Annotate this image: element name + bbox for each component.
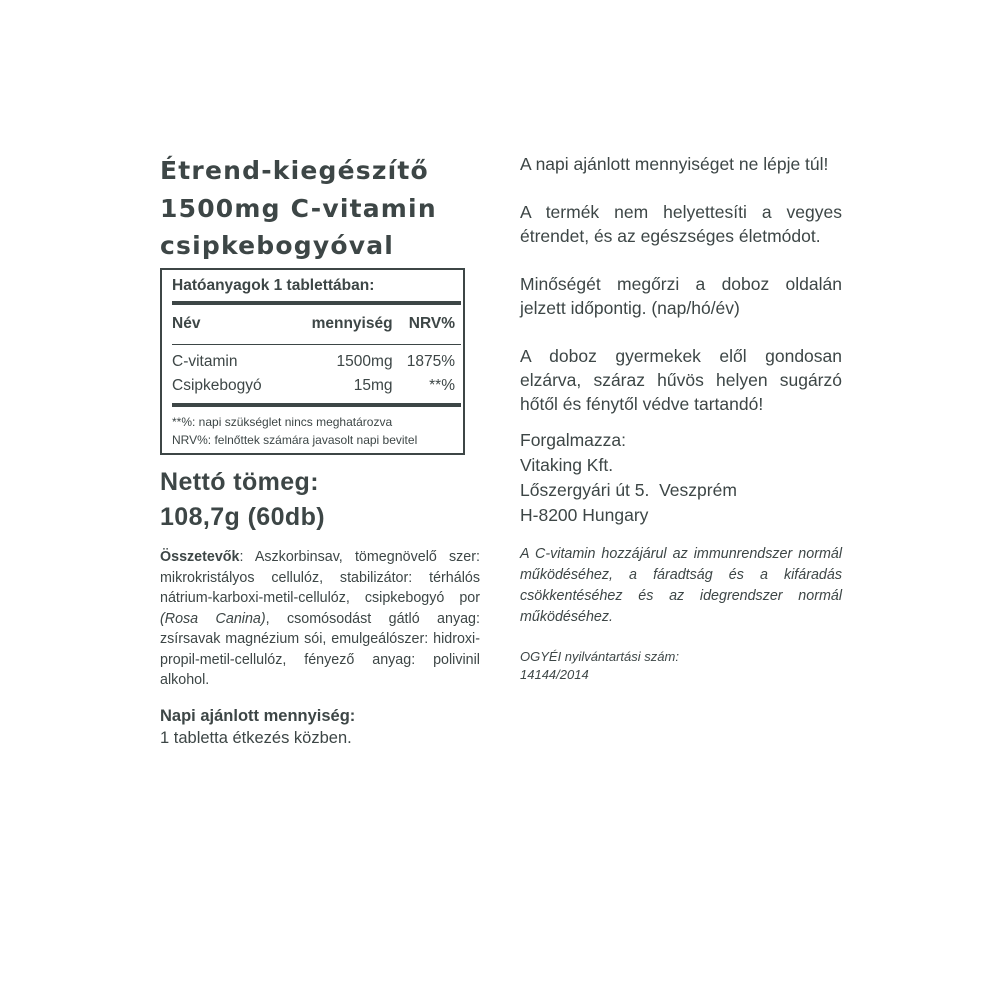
daily-dose-label: Napi ajánlott mennyiség: bbox=[160, 706, 356, 725]
registration-label: OGYÉI nyilvántartási szám: bbox=[520, 649, 679, 664]
registration-number: 14144/2014 bbox=[520, 667, 589, 682]
nutrition-notes bbox=[172, 407, 455, 449]
table-header-row bbox=[172, 305, 455, 344]
registration bbox=[520, 648, 842, 684]
best-before-note: Minőségét megőrzi a doboz oldalán jelzett időpontig. (nap/hó/év) bbox=[520, 274, 842, 318]
right-column bbox=[520, 152, 842, 684]
distributor-block bbox=[520, 428, 842, 528]
note-not-determined: **%: napi szükséglet nincs meghatározva bbox=[172, 415, 393, 429]
nutrition-heading: Hatóanyagok 1 tablettában: bbox=[172, 276, 375, 294]
title-line-2: 1500mg C-vitamin bbox=[160, 193, 437, 223]
title-line-3: csipkebogyóval bbox=[160, 231, 395, 260]
storage-note: A doboz gyermekek elől gondosan elzárva, száraz hűvös helyen sugárzó hőtől és fénytől védve tartandó! bbox=[520, 346, 842, 414]
row-nrv: **% bbox=[429, 377, 455, 394]
city-address: H-8200 Hungary bbox=[520, 505, 649, 525]
nutrition-table-box bbox=[160, 268, 465, 456]
health-claim: A C-vitamin hozzájárul az immunrendszer normál működéséhez, a fáradtság és a kifáradás csökkentéséhez és az idegrendszer normál működéséhez. bbox=[520, 546, 842, 625]
street-address: Lőszergyári út 5. Veszprém bbox=[520, 480, 737, 500]
column-header-name: Név bbox=[172, 314, 201, 332]
title-line-1: Étrend-kiegészítő bbox=[160, 156, 429, 185]
net-weight bbox=[160, 465, 480, 535]
nutrition-table bbox=[172, 305, 455, 404]
company-name: Vitaking Kft. bbox=[520, 455, 614, 475]
ingredients-text-cont: , csomósodást gátló anyag: zsírsavak magnézium sói, emulgeálószer: hidroxi-propil-metil-cellulóz, fényező anyag: polivinil alkohol. bbox=[160, 610, 480, 688]
ingredients-paragraph bbox=[160, 547, 480, 691]
net-weight-label: Nettó tömeg: bbox=[160, 468, 319, 496]
row-name: Csipkebogyó bbox=[172, 377, 262, 394]
table-row bbox=[172, 345, 455, 374]
row-amount: 15mg bbox=[353, 377, 393, 394]
ingredients-label: Összetevők bbox=[160, 549, 240, 565]
distributor-label: Forgalmazza: bbox=[520, 430, 627, 450]
row-name: C-vitamin bbox=[172, 353, 238, 370]
net-weight-value: 108,7g (60db) bbox=[160, 503, 325, 531]
left-column bbox=[160, 152, 480, 749]
warning-diet: A termék nem helyettesíti a vegyes étrendet, és az egészséges életmódot. bbox=[520, 202, 842, 246]
row-nrv: 1875% bbox=[406, 353, 455, 370]
row-amount: 1500mg bbox=[336, 353, 393, 370]
product-title bbox=[160, 152, 480, 265]
column-header-nrv: NRV% bbox=[408, 314, 455, 332]
latin-name: (Rosa Canina) bbox=[160, 610, 266, 627]
note-nrv: NRV%: felnőttek számára javasolt napi bevitel bbox=[172, 433, 418, 447]
ingredients-text: : Aszkorbinsav, tömegnövelő szer: mikrokristályos cellulóz, stabilizátor: térhálós nátrium-karboxi-metil-cellulóz, csipkebogyó por bbox=[160, 549, 480, 606]
warning-dose: A napi ajánlott mennyiséget ne lépje túl! bbox=[520, 154, 829, 174]
column-header-amount: mennyiség bbox=[311, 314, 393, 332]
table-row bbox=[172, 374, 455, 403]
daily-dose-value: 1 tabletta étkezés közben. bbox=[160, 728, 352, 747]
